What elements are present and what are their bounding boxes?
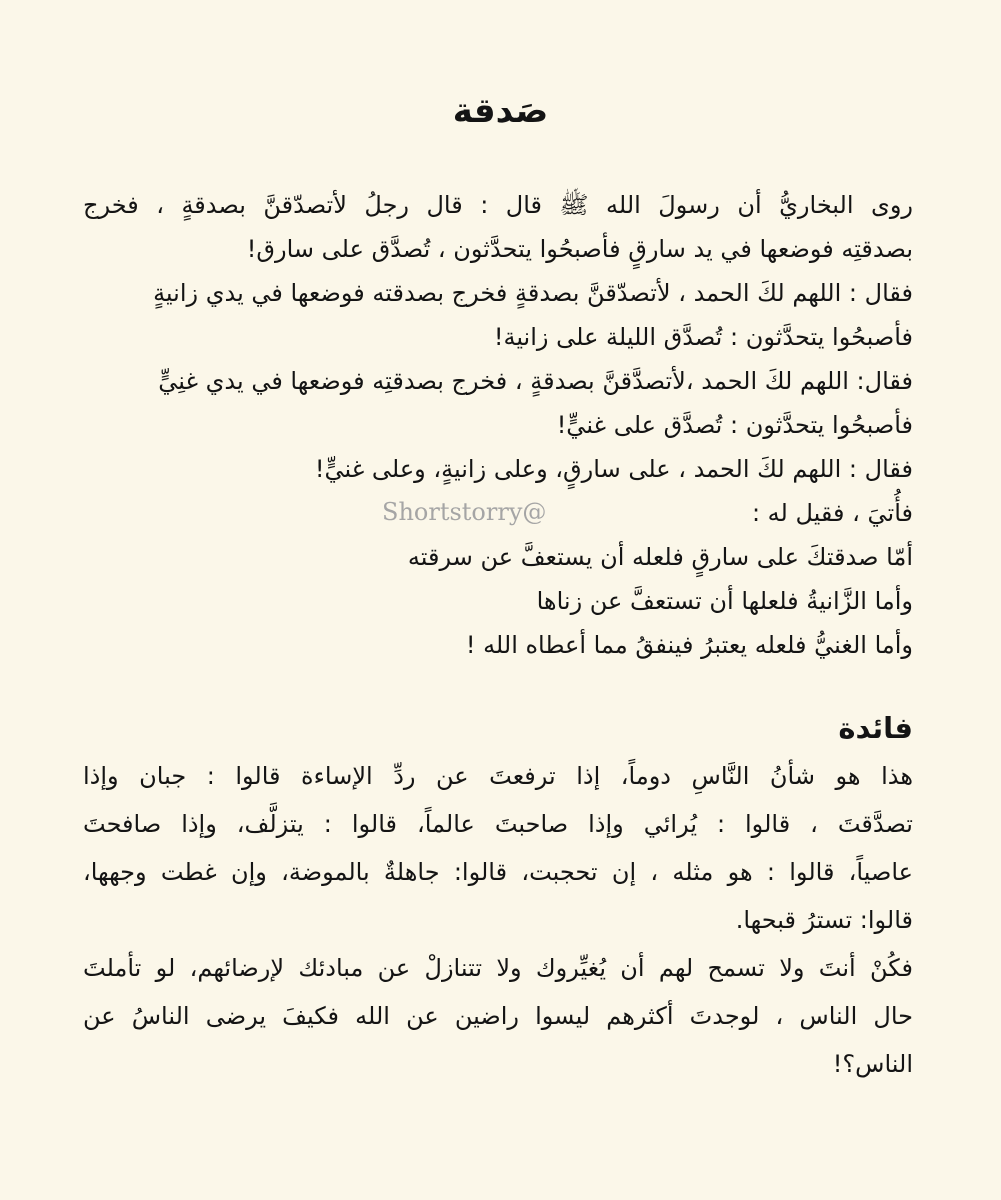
story-line: روى البخاريُّ أن رسولَ الله ﷺ قال : قال رجلُ لأتصدّقنَّ بصدقةٍ ، فخرج bbox=[83, 191, 913, 219]
story-line: وأما الغنيُّ فلعله يعتبرُ فينفقُ مما أعطاه الله ! bbox=[465, 631, 913, 659]
story-line: وأما الزَّانيةُ فلعلها أن تستعفَّ عن زناها bbox=[536, 587, 913, 615]
lesson-section bbox=[83, 708, 913, 1088]
story-line: فقال : اللهم لكَ الحمد ، على سارقٍ، وعلى زانيةٍ، وعلى غنيٍّ! bbox=[314, 455, 913, 483]
lesson-line: تصدَّقتَ ، قالوا : يُرائي وإذا صاحبتَ عالماً، قالوا : يتزلَّف، وإذا صافحتَ bbox=[83, 810, 913, 838]
story-paragraph bbox=[83, 183, 913, 667]
lesson-line: الناس؟! bbox=[832, 1050, 913, 1078]
lesson-line: فكُنْ أنتَ ولا تسمح لهم أن يُغيِّروك ولا تتنازلْ عن مبادئك لإرضائهم، لو تأملتَ bbox=[83, 954, 913, 982]
story-line: فقال: اللهم لكَ الحمد ،لأتصدَّقنَّ بصدقةٍ ، فخرج بصدقتِه فوضعها في يدي غنِيٍّ bbox=[158, 367, 913, 395]
story-line: فأُتيَ ، فقيل له : bbox=[751, 499, 913, 527]
page-title: صَدقة bbox=[452, 91, 549, 131]
watermark: Shortstorry@ bbox=[382, 498, 547, 526]
lesson-line: هذا هو شأنُ النَّاسِ دوماً، إذا ترفعتَ عن ردِّ الإساءة قالوا : جبان وإذا bbox=[83, 762, 913, 790]
lesson-line: قالوا: تسترُ قبحها. bbox=[735, 906, 913, 934]
story-line: أمّا صدقتكَ على سارقٍ فلعله أن يستعفَّ عن سرقته bbox=[407, 543, 913, 571]
story-line: فقال : اللهم لكَ الحمد ، لأتصدّقنَّ بصدقةٍ فخرج بصدقته فوضعها في يدي زانيةٍ bbox=[153, 279, 913, 307]
lesson-heading: فائدة bbox=[838, 711, 913, 745]
story-line: فأصبحُوا يتحدَّثون : تُصدَّق على غنيٍّ! bbox=[556, 411, 913, 439]
lesson-line: حال الناس ، لوجدتَ أكثرهم ليسوا راضين عن الله فكيفَ يرضى الناسُ عن bbox=[83, 1002, 913, 1030]
story-line: بصدقتِه فوضعها في يد سارقٍ فأصبحُوا يتحدَّثون ، تُصدَّق على سارق! bbox=[246, 235, 913, 263]
story-line: فأصبحُوا يتحدَّثون : تُصدَّق الليلة على زانية! bbox=[493, 323, 913, 351]
lesson-line: عاصياً، قالوا : هو مثله ، إن تحجبت، قالوا: جاهلةٌ بالموضة، وإن غطت وجهها، bbox=[83, 858, 913, 886]
